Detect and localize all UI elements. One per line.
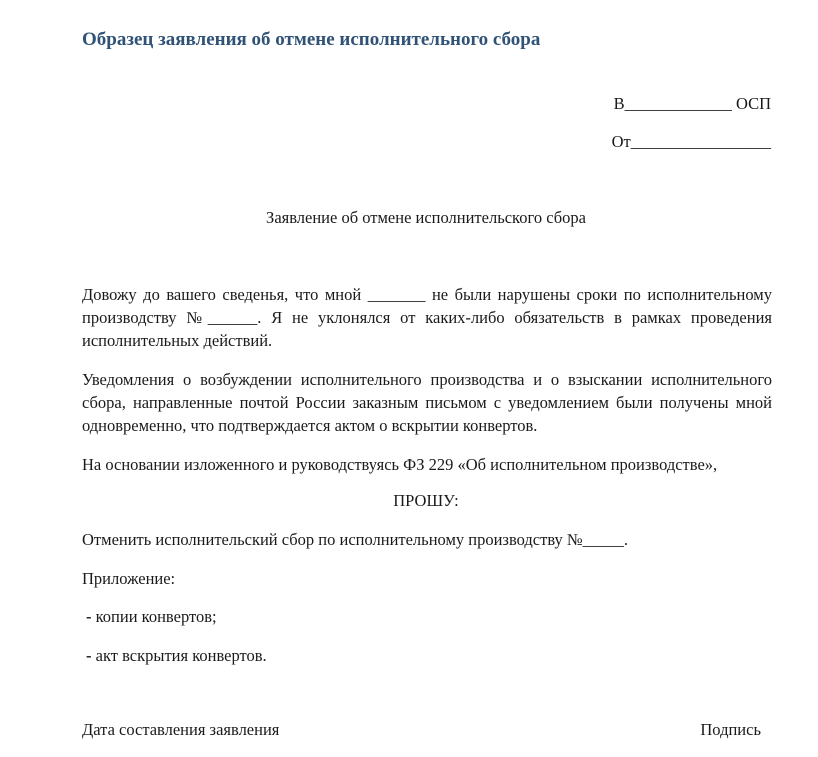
request-heading: ПРОШУ: — [393, 491, 459, 510]
attachment-item-label: акт вскрытия конвертов. — [95, 646, 267, 665]
list-dash: - — [86, 607, 92, 626]
date-label: Дата составления заявления — [82, 720, 280, 739]
document-title: Образец заявления об отмене исполнительного сбора — [82, 29, 541, 50]
paragraph-notifications: Уведомления о возбуждении исполнительного производства и о взыскании исполнительного сбора, направленные почтой России заказным письмом с уведомлением были получены мной одновременно, что подтверждается актом о вскрытии конвертов. — [82, 370, 772, 435]
attachment-item-label: копии конвертов; — [95, 607, 217, 626]
attachment-item — [86, 646, 267, 666]
statement-heading: Заявление об отмене исполнительского сбора — [266, 208, 586, 227]
paragraph-legal-basis: На основании изложенного и руководствуясь ФЗ 229 «Об исполнительном производстве», — [82, 455, 718, 474]
signature-label: Подпись — [700, 720, 761, 739]
cancel-request-text: Отменить исполнительский сбор по исполнительному производству №_____. — [82, 530, 629, 549]
list-dash: - — [86, 646, 92, 665]
paragraph-statement: Довожу до вашего сведенья, что мной _______ не были нарушены сроки по исполнительному производству №______. Я не уклонялся от каких-либо обязательств в рамках проведения исполнительных действий. — [82, 285, 772, 350]
attachments-label: Приложение: — [82, 569, 176, 588]
address-to: В_____________ ОСП — [613, 94, 771, 113]
address-from: От_________________ — [611, 132, 771, 151]
attachment-item — [86, 607, 217, 627]
